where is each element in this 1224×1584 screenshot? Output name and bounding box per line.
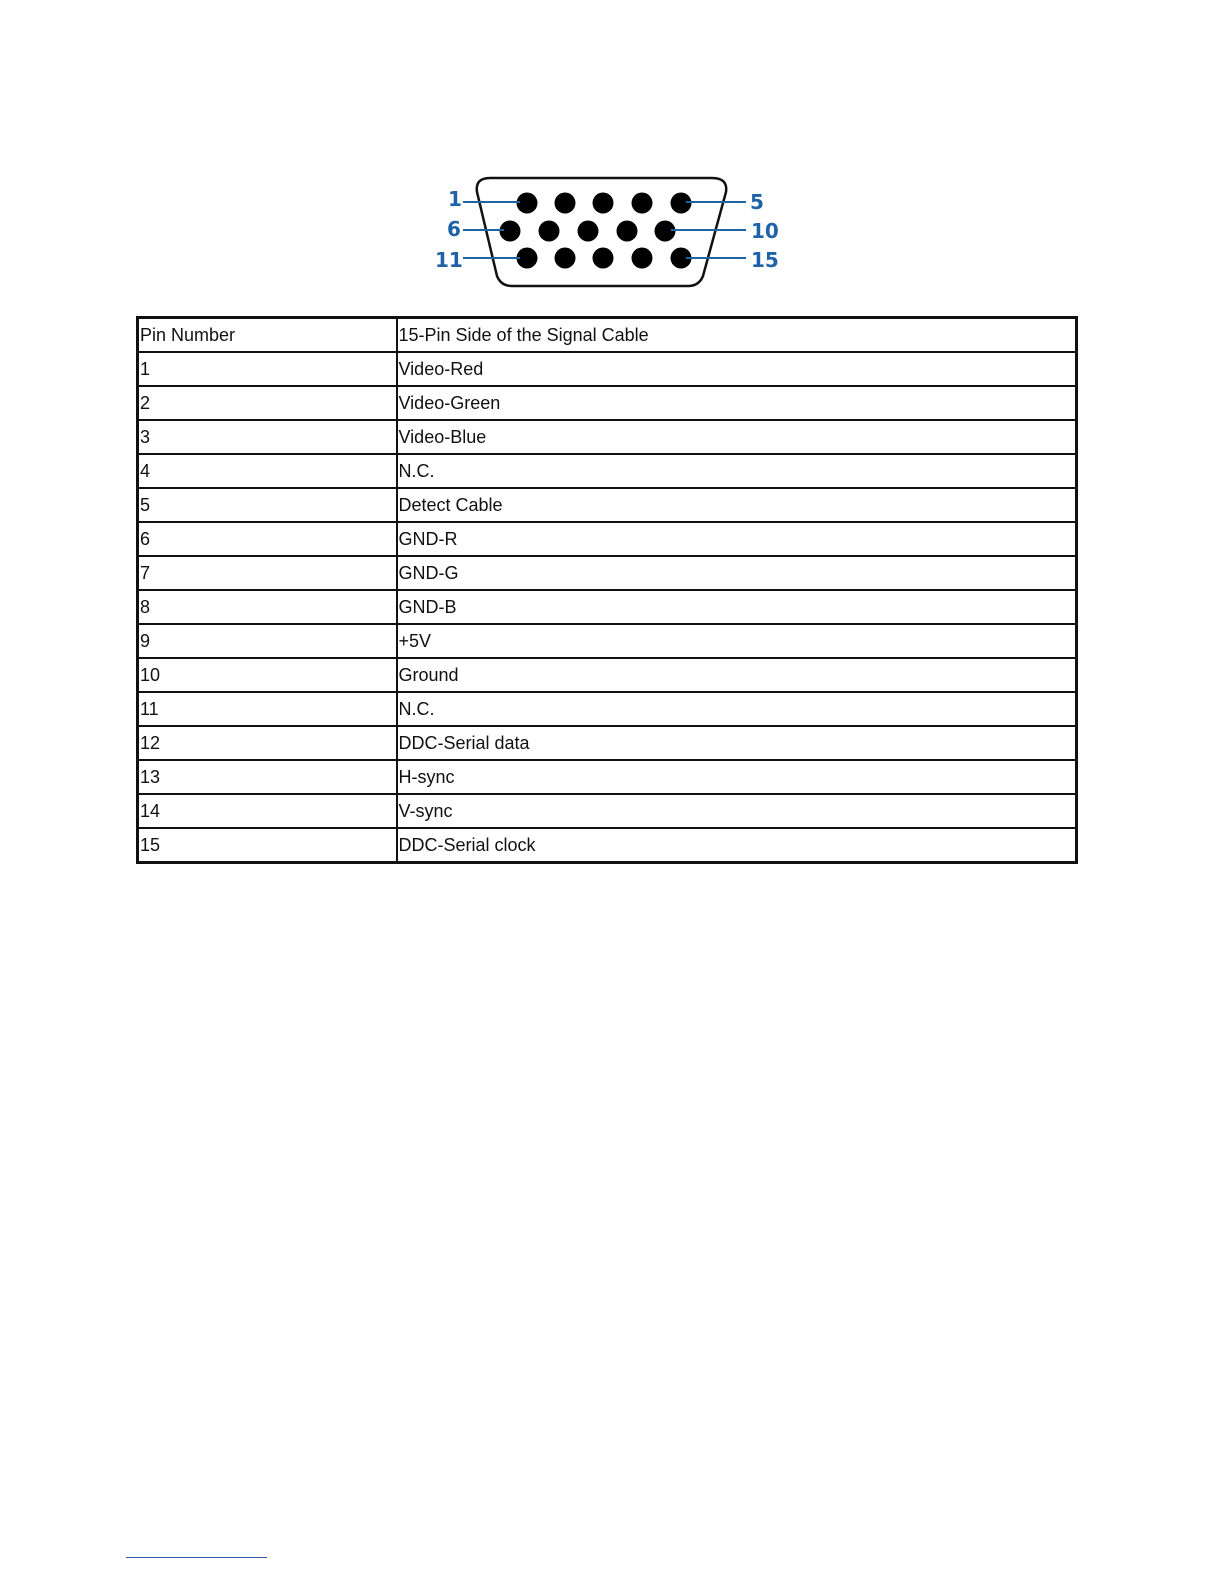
pin-hole-13 (593, 248, 614, 269)
signal-cell: V-sync (397, 794, 1077, 828)
pin-hole-7 (539, 221, 560, 242)
table-row (138, 658, 1077, 692)
pin-number-cell: 4 (138, 454, 397, 488)
pin-number-cell: 7 (138, 556, 397, 590)
table-row (138, 488, 1077, 522)
signal-cell: Video-Blue (397, 420, 1077, 454)
pin-hole-8 (578, 221, 599, 242)
table-row (138, 624, 1077, 658)
pin-number-cell: 1 (138, 352, 397, 386)
footnote-separator (126, 1557, 267, 1558)
pin-label-5: 5 (750, 190, 764, 214)
table-row (138, 386, 1077, 420)
signal-cell: GND-G (397, 556, 1077, 590)
pin-label-1: 1 (448, 187, 462, 211)
signal-cell: N.C. (397, 692, 1077, 726)
table-row (138, 590, 1077, 624)
pin-hole-4 (632, 193, 653, 214)
pin-number-cell: 12 (138, 726, 397, 760)
table-row (138, 794, 1077, 828)
pin-number-cell: 6 (138, 522, 397, 556)
header-pin-number: Pin Number (138, 318, 397, 353)
pin-number-cell: 15 (138, 828, 397, 863)
table-row (138, 726, 1077, 760)
signal-cell: Detect Cable (397, 488, 1077, 522)
signal-cell: +5V (397, 624, 1077, 658)
table-row (138, 420, 1077, 454)
pin-hole-12 (555, 248, 576, 269)
vga-connector-diagram (420, 170, 800, 295)
table-row (138, 454, 1077, 488)
pin-number-cell: 9 (138, 624, 397, 658)
table-row (138, 692, 1077, 726)
table-row (138, 828, 1077, 863)
signal-cell: Ground (397, 658, 1077, 692)
pin-number-cell: 13 (138, 760, 397, 794)
signal-cell: N.C. (397, 454, 1077, 488)
table-row (138, 352, 1077, 386)
pin-label-11: 11 (435, 248, 463, 272)
signal-cell: H-sync (397, 760, 1077, 794)
signal-cell: Video-Green (397, 386, 1077, 420)
pin-number-cell: 14 (138, 794, 397, 828)
signal-cell: GND-R (397, 522, 1077, 556)
pin-number-cell: 8 (138, 590, 397, 624)
pin-hole-2 (555, 193, 576, 214)
pin-hole-9 (617, 221, 638, 242)
signal-cell: DDC-Serial clock (397, 828, 1077, 863)
signal-cell: GND-B (397, 590, 1077, 624)
table-row (138, 760, 1077, 794)
pin-number-cell: 2 (138, 386, 397, 420)
pin-label-10: 10 (751, 219, 779, 243)
pin-hole-14 (632, 248, 653, 269)
pin-number-cell: 5 (138, 488, 397, 522)
table-header-row (138, 318, 1077, 353)
pin-number-cell: 10 (138, 658, 397, 692)
pin-label-6: 6 (447, 217, 461, 241)
header-signal: 15-Pin Side of the Signal Cable (397, 318, 1077, 353)
pin-number-cell: 3 (138, 420, 397, 454)
pin-hole-3 (593, 193, 614, 214)
pin-number-cell: 11 (138, 692, 397, 726)
pin-assignment-table (136, 316, 1078, 864)
pin-label-15: 15 (751, 248, 779, 272)
signal-cell: Video-Red (397, 352, 1077, 386)
table-row (138, 556, 1077, 590)
signal-cell: DDC-Serial data (397, 726, 1077, 760)
table-row (138, 522, 1077, 556)
